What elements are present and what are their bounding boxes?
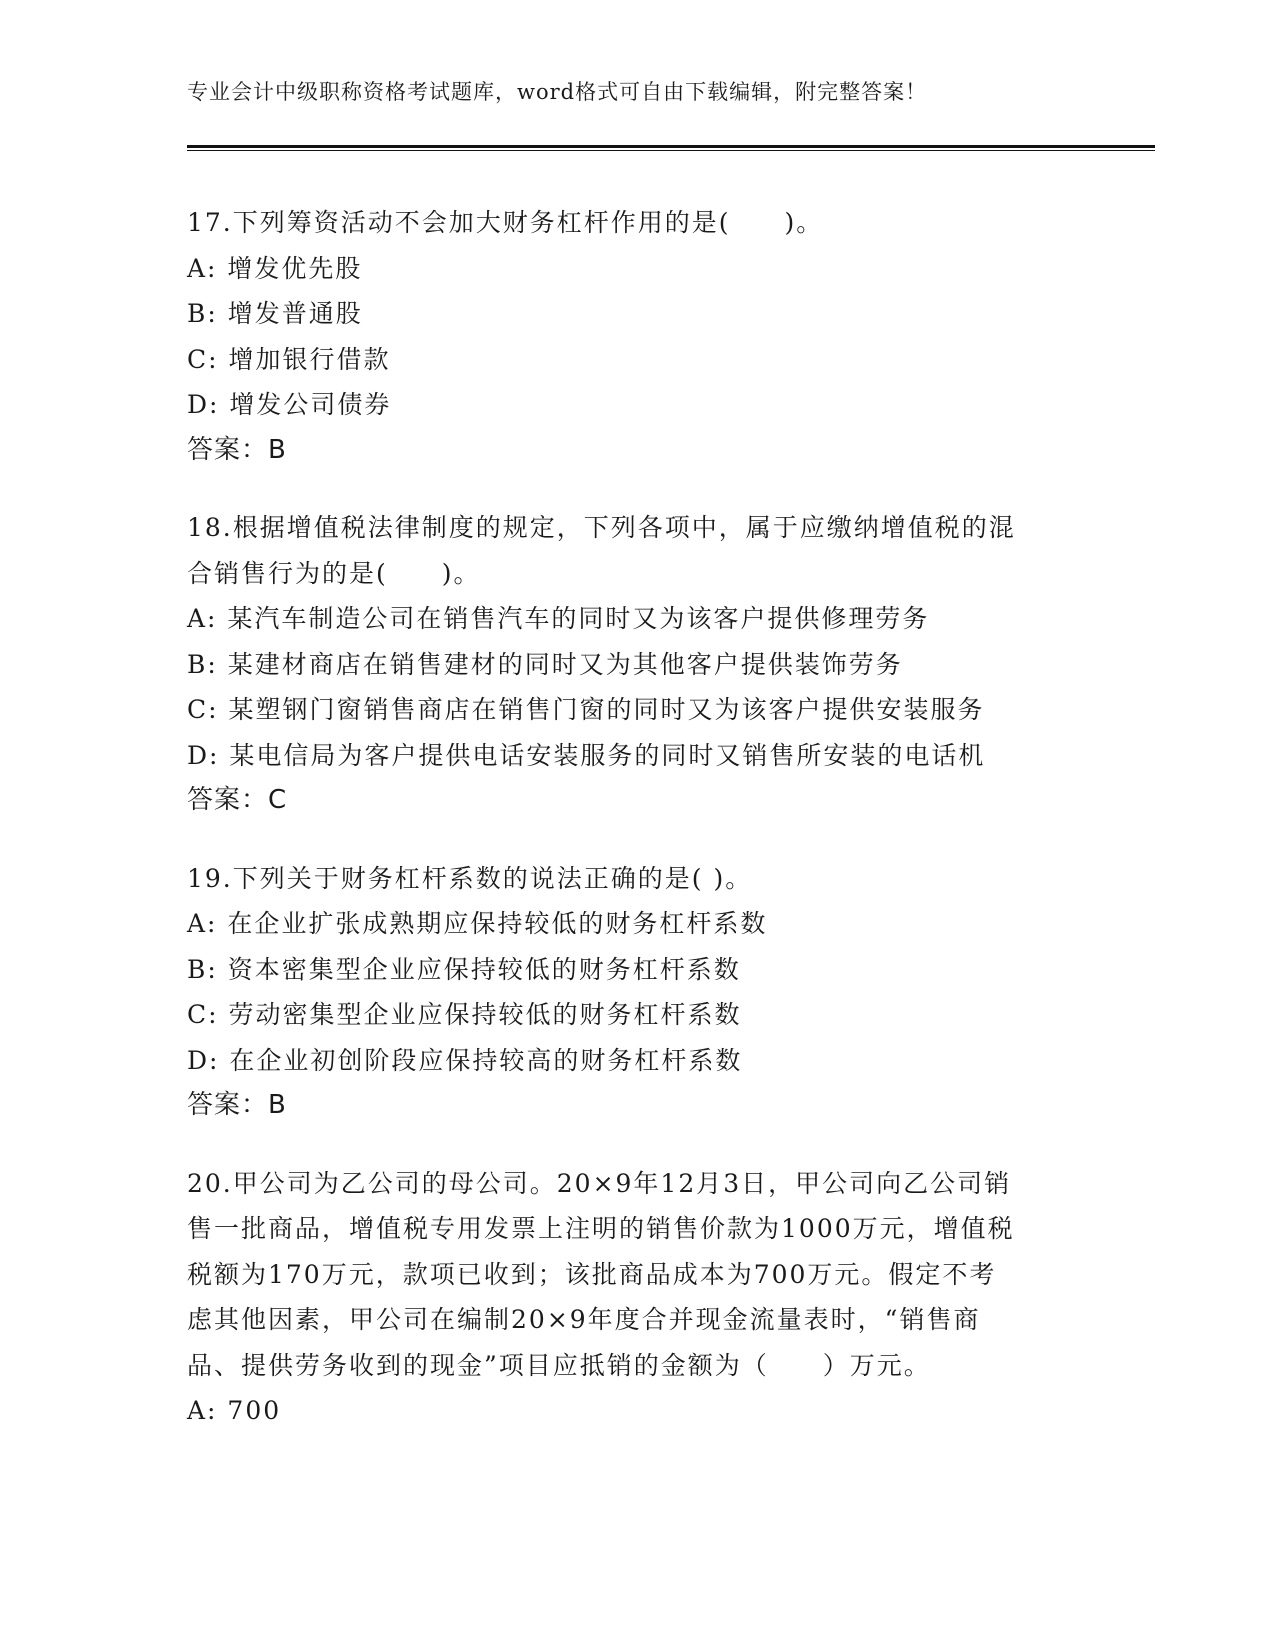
answer: 答案：B	[187, 434, 287, 465]
answer: 答案：C	[187, 785, 288, 815]
option-a: A: 某汽车制造公司在销售汽车的同时又为该客户提供修理劳务	[187, 604, 930, 633]
option-c: C: 增加银行借款	[187, 344, 391, 374]
question-stem-continued: 税额为170万元，款项已收到；该批商品成本为700万元。假定不考	[187, 1259, 997, 1289]
question-stem: 19.下列关于财务杠杆系数的说法正确的是( )。	[187, 863, 753, 893]
header-divider-thick	[187, 145, 1155, 148]
option-c: C: 劳动密集型企业应保持较低的财务杠杆系数	[187, 1000, 742, 1029]
question-list	[187, 200, 1087, 1466]
header-divider-thin	[187, 150, 1155, 151]
question-20	[187, 1161, 1087, 1434]
question-19	[187, 856, 1087, 1129]
question-stem: 20.甲公司为乙公司的母公司。20×9年12月3日，甲公司向乙公司销	[187, 1168, 1012, 1198]
question-stem-continued: 品、提供劳务收到的现金”项目应抵销的金额为（ ）万元。	[187, 1350, 931, 1380]
question-stem: 18.根据增值税法律制度的规定，下列各项中，属于应缴纳增值税的混	[187, 513, 1016, 542]
option-d: D: 某电信局为客户提供电话安装服务的同时又销售所安装的电话机	[187, 740, 986, 770]
option-d: D: 在企业初创阶段应保持较高的财务杠杆系数	[187, 1045, 743, 1075]
question-17	[187, 200, 1087, 473]
answer: 答案：B	[187, 1090, 287, 1120]
page-header: 专业会计中级职称资格考试题库，word格式可自由下载编辑，附完整答案！	[187, 80, 928, 104]
question-stem-continued: 虑其他因素，甲公司在编制20×9年度合并现金流量表时，“销售商	[187, 1305, 981, 1334]
option-c: C: 某塑钢门窗销售商店在销售门窗的同时又为该客户提供安装服务	[187, 695, 985, 724]
question-stem-continued: 合销售行为的是( )。	[187, 558, 481, 588]
option-b: B: 增发普通股	[187, 299, 363, 328]
question-stem: 17.下列筹资活动不会加大财务杠杆作用的是( )。	[187, 208, 824, 237]
option-a: A: 在企业扩张成熟期应保持较低的财务杠杆系数	[187, 909, 768, 938]
option-b: B: 资本密集型企业应保持较低的财务杠杆系数	[187, 954, 741, 984]
option-a: A: 增发优先股	[187, 253, 363, 283]
option-a: A: 700	[187, 1396, 282, 1425]
option-b: B: 某建材商店在销售建材的同时又为其他客户提供装饰劳务	[187, 649, 903, 679]
option-d: D: 增发公司债券	[187, 390, 392, 419]
question-18	[187, 505, 1087, 824]
question-stem-continued: 售一批商品，增值税专用发票上注明的销售价款为1000万元，增值税	[187, 1214, 1015, 1243]
